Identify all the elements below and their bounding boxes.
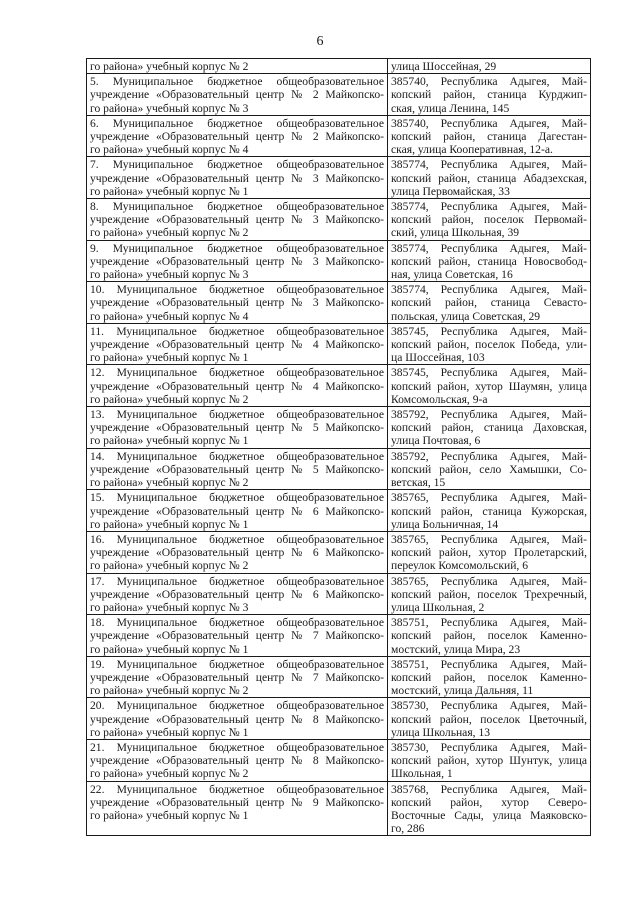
institution-line: го района» учебный корпус № 2 xyxy=(90,226,249,240)
address-line: копский район, хутор Шунтук, улица xyxy=(391,754,587,768)
institution-line: го района» учебный корпус № 2 xyxy=(90,60,249,73)
address-cell xyxy=(388,448,591,490)
address-cell xyxy=(388,739,591,781)
institution-line: учреждение «Образовательный центр № 3 Майкопско- xyxy=(90,171,384,185)
address-cell xyxy=(388,615,591,657)
address-cell xyxy=(388,490,591,532)
table-row xyxy=(87,573,591,615)
address-line: Школьная, 1 xyxy=(391,767,453,781)
address-line: мостский, улица Дальняя, 11 xyxy=(391,684,534,698)
institution-cell xyxy=(87,282,388,324)
institution-line: 6. Муниципальное бюджетное общеобразовательное xyxy=(90,116,384,130)
institution-line: го района» учебный корпус № 2 xyxy=(90,559,249,573)
address-line: переулок Комсомольский, 6 xyxy=(391,559,529,573)
institution-line: 19. Муниципальное бюджетное общеобразовательное xyxy=(90,657,384,671)
institution-cell xyxy=(87,739,388,781)
address-line: го, 286 xyxy=(391,822,425,836)
institution-line: 13. Муниципальное бюджетное общеобразовательное xyxy=(90,408,384,422)
address-line: копский район, станица Абадзехская, xyxy=(391,171,587,185)
institution-cell xyxy=(87,115,388,157)
institution-cell xyxy=(87,698,388,740)
institution-cell xyxy=(87,240,388,282)
institution-cell xyxy=(87,407,388,449)
institution-cell xyxy=(87,323,388,365)
institution-line: 16. Муниципальное бюджетное общеобразовательное xyxy=(90,532,384,546)
table-row xyxy=(87,448,591,490)
institution-line: 7. Муниципальное бюджетное общеобразовательное xyxy=(90,158,384,172)
table-row xyxy=(87,157,591,199)
address-cell xyxy=(388,74,591,116)
address-line: улица Шоссейная, 29 xyxy=(391,60,497,73)
institution-line: 8. Муниципальное бюджетное общеобразовательное xyxy=(90,200,384,214)
institution-line: го района» учебный корпус № 1 xyxy=(90,184,249,198)
institution-line: учреждение «Образовательный центр № 6 Майкопско- xyxy=(90,504,384,518)
institution-line: 11. Муниципальное бюджетное общеобразовательное xyxy=(90,324,384,338)
address-line: копский район, станица Даховская, xyxy=(391,421,587,435)
institution-line: учреждение «Образовательный центр № 6 Майкопско- xyxy=(90,587,384,601)
address-line: 385730, Республика Адыгея, Май- xyxy=(391,699,587,713)
address-line: 385765, Республика Адыгея, Май- xyxy=(391,491,587,505)
institution-line: 20. Муниципальное бюджетное общеобразовательное xyxy=(90,699,384,713)
address-line: мостский, улица Мира, 23 xyxy=(391,642,521,656)
institution-cell xyxy=(87,448,388,490)
address-line: копский район, поселок Победа, ули- xyxy=(391,338,587,352)
address-line: Комсомольская, 9-а xyxy=(391,392,488,406)
address-cell xyxy=(388,115,591,157)
address-cell xyxy=(388,240,591,282)
address-line: ский, улица Школьная, 39 xyxy=(391,226,520,240)
address-line: копский район, станица Новосвобод- xyxy=(391,254,587,268)
address-line: 385774, Республика Адыгея, Май- xyxy=(391,241,587,255)
institution-line: го района» учебный корпус № 3 xyxy=(90,268,249,282)
address-cell xyxy=(388,365,591,407)
table-row xyxy=(87,698,591,740)
address-cell xyxy=(388,698,591,740)
address-line: 385751, Республика Адыгея, Май- xyxy=(391,616,587,630)
address-cell xyxy=(388,282,591,324)
institution-line: го района» учебный корпус № 2 xyxy=(90,684,249,698)
institution-line: го района» учебный корпус № 1 xyxy=(90,434,249,448)
institution-line: 14. Муниципальное бюджетное общеобразовательное xyxy=(90,449,384,463)
institution-line: учреждение «Образовательный центр № 7 Майкопско- xyxy=(90,629,384,643)
institution-line: го района» учебный корпус № 4 xyxy=(90,309,249,323)
table-row xyxy=(87,615,591,657)
address-line: 385765, Республика Адыгея, Май- xyxy=(391,532,587,546)
address-line: 385774, Республика Адыгея, Май- xyxy=(391,200,587,214)
institution-line: учреждение «Образовательный центр № 4 Майкопско- xyxy=(90,379,384,393)
address-line: 385768, Республика Адыгея, Май- xyxy=(391,782,587,796)
institution-line: го района» учебный корпус № 1 xyxy=(90,351,249,365)
address-line: копский район, поселок Каменно- xyxy=(391,629,587,643)
institution-line: учреждение «Образовательный центр № 8 Майкопско- xyxy=(90,712,384,726)
address-cell xyxy=(388,573,591,615)
institution-line: го района» учебный корпус № 1 xyxy=(90,808,249,822)
table-row xyxy=(87,240,591,282)
table-row xyxy=(87,407,591,449)
institution-line: учреждение «Образовательный центр № 9 Майкопско- xyxy=(90,795,384,809)
address-line: копский район, поселок Цветочный, xyxy=(391,712,587,726)
address-line: копский район, поселок Трехречный, xyxy=(391,587,587,601)
address-line: улица Первомайская, 33 xyxy=(391,184,510,198)
institution-line: учреждение «Образовательный центр № 3 Майкопско- xyxy=(90,213,384,227)
address-line: 385765, Республика Адыгея, Май- xyxy=(391,574,587,588)
institution-cell xyxy=(87,199,388,241)
institution-line: 12. Муниципальное бюджетное общеобразовательное xyxy=(90,366,384,380)
address-line: 385792, Республика Адыгея, Май- xyxy=(391,449,587,463)
table-row xyxy=(87,739,591,781)
address-line: копский район, станица Дагестан- xyxy=(391,130,587,144)
address-cell xyxy=(388,407,591,449)
institution-cell xyxy=(87,531,388,573)
institution-line: учреждение «Образовательный центр № 5 Майкопско- xyxy=(90,462,384,476)
table-row xyxy=(87,115,591,157)
institution-line: учреждение «Образовательный центр № 6 Майкопско- xyxy=(90,546,384,560)
address-line: 385730, Республика Адыгея, Май- xyxy=(391,740,587,754)
institution-cell xyxy=(87,573,388,615)
table-body xyxy=(87,59,591,836)
address-line: копский район, хутор Северо- xyxy=(391,795,587,809)
table-row xyxy=(87,781,591,836)
address-cell xyxy=(388,656,591,698)
address-line: 385740, Республика Адыгея, Май- xyxy=(391,75,587,89)
institution-line: го района» учебный корпус № 4 xyxy=(90,143,249,157)
institution-line: го района» учебный корпус № 2 xyxy=(90,392,249,406)
institutions-table xyxy=(86,58,591,836)
address-line: 385792, Республика Адыгея, Май- xyxy=(391,408,587,422)
address-line: ская, улица Кооперативная, 12-а. xyxy=(391,143,553,157)
address-line: 385751, Республика Адыгея, Май- xyxy=(391,657,587,671)
institution-cell xyxy=(87,59,388,74)
address-cell xyxy=(388,781,591,836)
institution-line: го района» учебный корпус № 1 xyxy=(90,725,249,739)
address-line: улица Больничная, 14 xyxy=(391,517,499,531)
institution-line: го района» учебный корпус № 3 xyxy=(90,101,249,115)
institution-line: учреждение «Образовательный центр № 5 Майкопско- xyxy=(90,421,384,435)
address-line: копский район, станица Севасто- xyxy=(391,296,587,310)
table-row xyxy=(87,282,591,324)
address-line: ветская, 15 xyxy=(391,476,446,490)
institution-cell xyxy=(87,365,388,407)
address-line: копский район, хутор Шаумян, улица xyxy=(391,379,587,393)
address-cell xyxy=(388,323,591,365)
address-line: улица Школьная, 13 xyxy=(391,725,491,739)
institution-cell xyxy=(87,781,388,836)
address-line: копский район, поселок Первомай- xyxy=(391,213,587,227)
table-row xyxy=(87,656,591,698)
institution-line: 5. Муниципальное бюджетное общеобразовательное xyxy=(90,75,384,89)
address-cell xyxy=(388,531,591,573)
address-line: 385774, Республика Адыгея, Май- xyxy=(391,158,587,172)
address-line: 385745, Республика Адыгея, Май- xyxy=(391,366,587,380)
address-line: копский район, село Хамышки, Со- xyxy=(391,462,587,476)
institution-line: го района» учебный корпус № 2 xyxy=(90,476,249,490)
institution-line: го района» учебный корпус № 2 xyxy=(90,767,249,781)
institution-line: 9. Муниципальное бюджетное общеобразовательное xyxy=(90,241,384,255)
table-row xyxy=(87,365,591,407)
institution-line: 18. Муниципальное бюджетное общеобразовательное xyxy=(90,616,384,630)
institution-line: го района» учебный корпус № 3 xyxy=(90,600,249,614)
institution-cell xyxy=(87,656,388,698)
address-cell xyxy=(388,157,591,199)
address-line: копский район, поселок Каменно- xyxy=(391,670,587,684)
institution-line: 21. Муниципальное бюджетное общеобразовательное xyxy=(90,740,384,754)
institution-line: го района» учебный корпус № 1 xyxy=(90,642,249,656)
table-row xyxy=(87,59,591,74)
institution-line: учреждение «Образовательный центр № 7 Майкопско- xyxy=(90,670,384,684)
institution-line: учреждение «Образовательный центр № 4 Майкопско- xyxy=(90,338,384,352)
institution-line: 10. Муниципальное бюджетное общеобразовательное xyxy=(90,283,384,297)
institution-line: учреждение «Образовательный центр № 2 Майкопско- xyxy=(90,130,384,144)
institution-line: учреждение «Образовательный центр № 3 Майкопско- xyxy=(90,296,384,310)
address-line: копский район, станица Кужорская, xyxy=(391,504,587,518)
address-line: 385774, Республика Адыгея, Май- xyxy=(391,283,587,297)
address-cell xyxy=(388,199,591,241)
institution-line: учреждение «Образовательный центр № 8 Майкопско- xyxy=(90,754,384,768)
address-cell xyxy=(388,59,591,74)
institution-cell xyxy=(87,490,388,532)
address-line: улица Школьная, 2 xyxy=(391,600,485,614)
address-line: ца Шоссейная, 103 xyxy=(391,351,485,365)
institution-line: учреждение «Образовательный центр № 3 Майкопско- xyxy=(90,254,384,268)
institution-line: го района» учебный корпус № 1 xyxy=(90,517,249,531)
institution-cell xyxy=(87,615,388,657)
institution-line: 17. Муниципальное бюджетное общеобразовательное xyxy=(90,574,384,588)
address-line: ская, улица Ленина, 145 xyxy=(391,101,510,115)
address-line: польская, улица Советская, 29 xyxy=(391,309,541,323)
page-number: 6 xyxy=(316,34,324,49)
table-row xyxy=(87,199,591,241)
institution-cell xyxy=(87,157,388,199)
institution-line: 22. Муниципальное бюджетное общеобразовательное xyxy=(90,782,384,796)
address-line: 385740, Республика Адыгея, Май- xyxy=(391,116,587,130)
address-line: Восточные Сады, улица Маяковско- xyxy=(391,808,587,822)
table-row xyxy=(87,74,591,116)
institution-line: 15. Муниципальное бюджетное общеобразовательное xyxy=(90,491,384,505)
address-line: улица Почтовая, 6 xyxy=(391,434,481,448)
table-row xyxy=(87,323,591,365)
address-line: ная, улица Советская, 16 xyxy=(391,268,513,282)
address-line: копский район, станица Курджип- xyxy=(391,88,587,102)
institution-cell xyxy=(87,74,388,116)
address-line: копский район, хутор Пролетарский, xyxy=(391,546,587,560)
address-line: 385745, Республика Адыгея, Май- xyxy=(391,324,587,338)
institution-line: учреждение «Образовательный центр № 2 Майкопско- xyxy=(90,88,384,102)
table-row xyxy=(87,490,591,532)
table-row xyxy=(87,531,591,573)
